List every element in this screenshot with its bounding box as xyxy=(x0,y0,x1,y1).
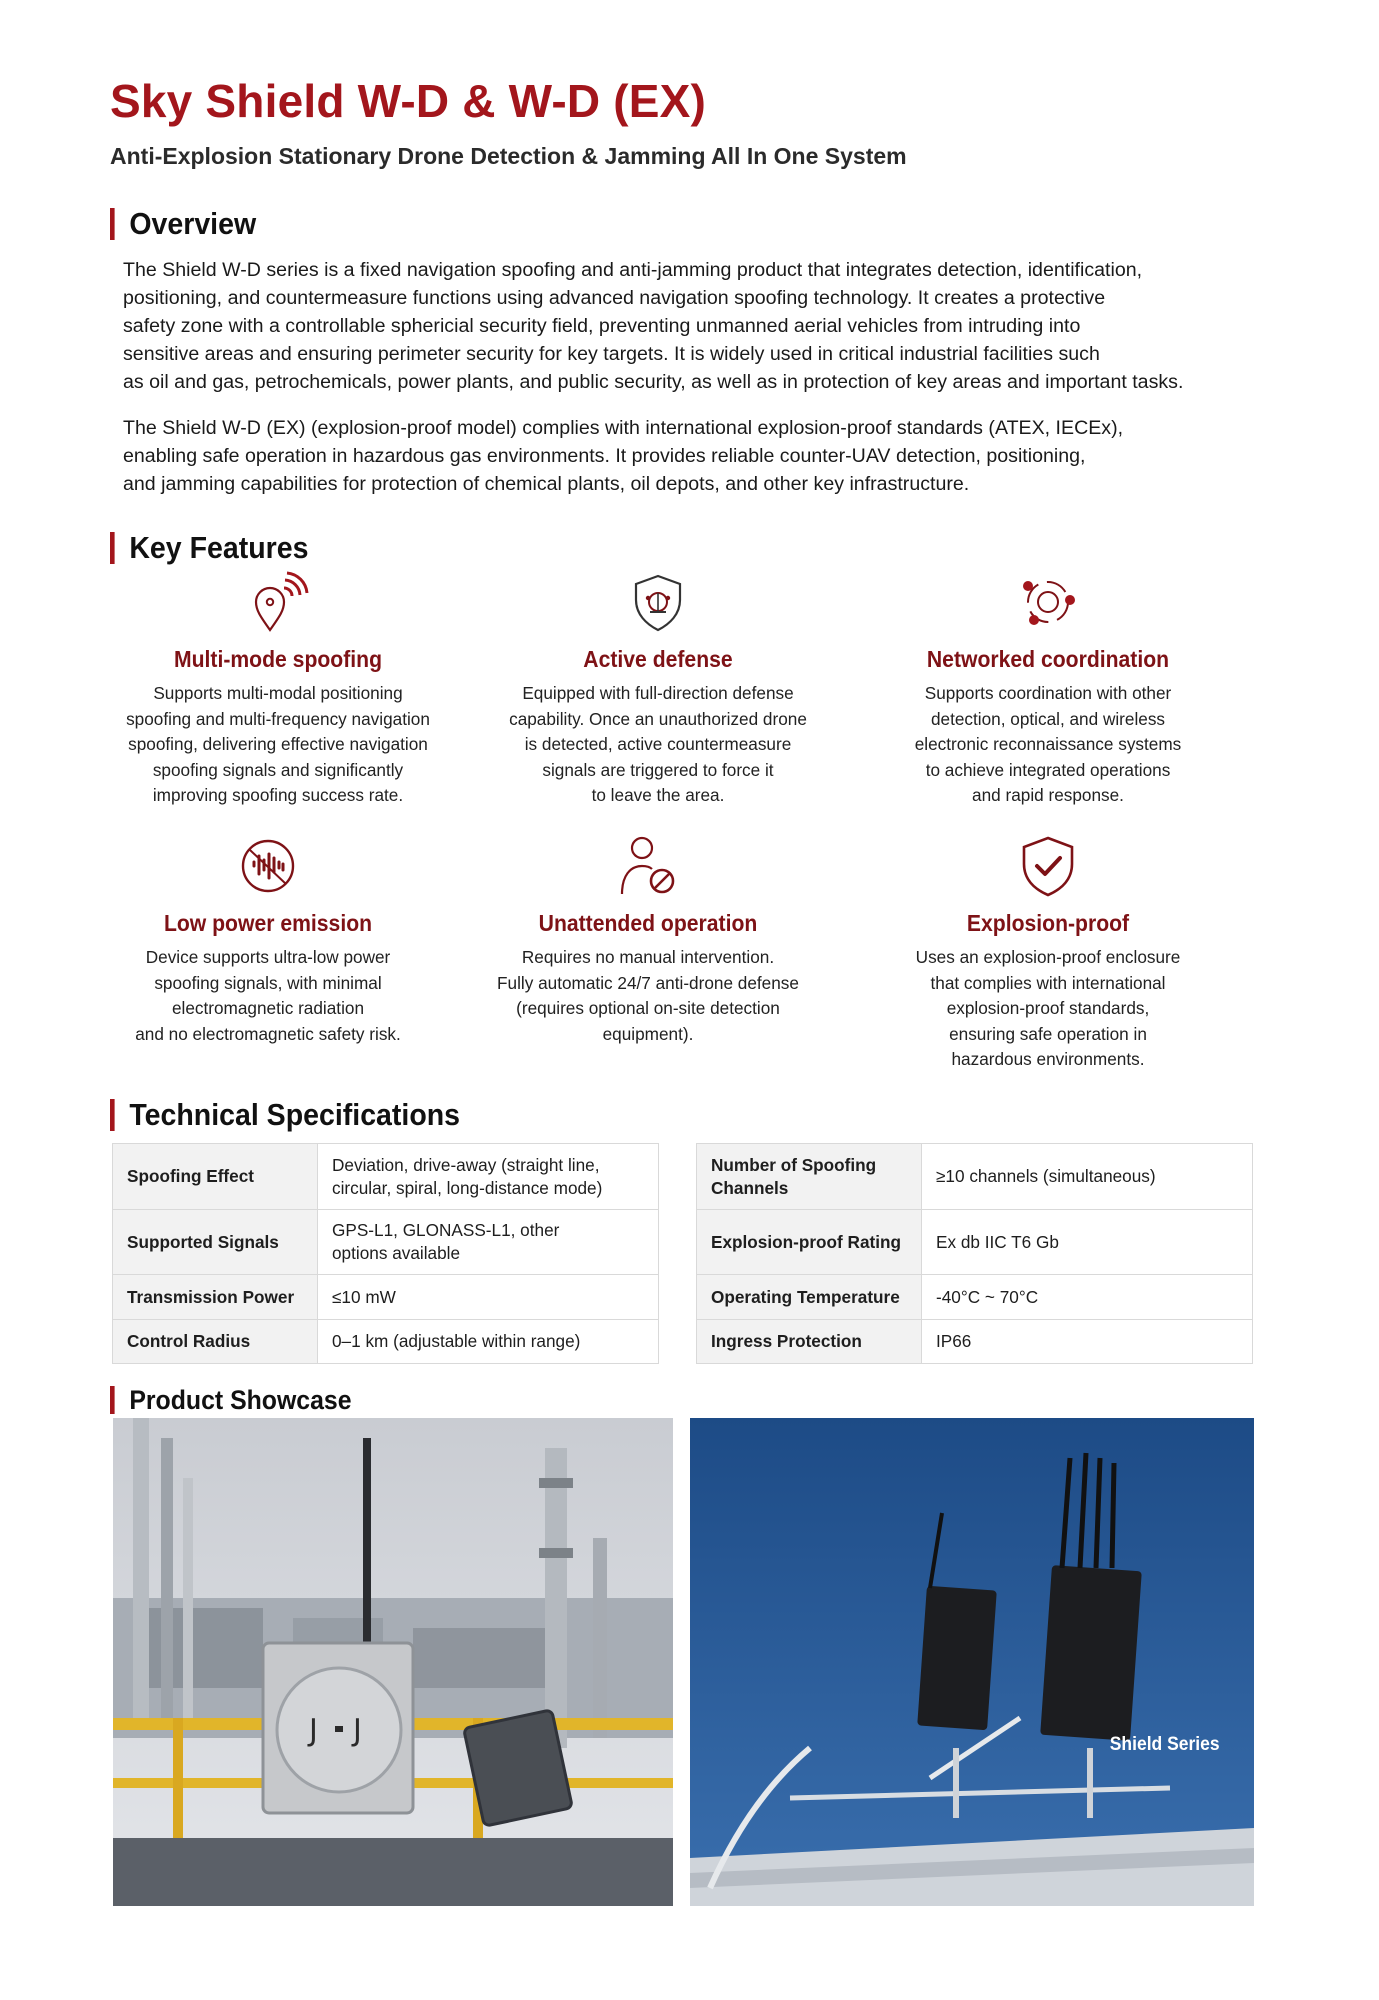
text-line: electronic reconnaissance systems xyxy=(914,734,1182,754)
spec-table-left xyxy=(112,1143,659,1364)
text-line: enabling safe operation in hazardous gas environments. It provides reliable counter-UAV detection, positioning, xyxy=(123,445,1086,467)
spec-value xyxy=(318,1210,659,1275)
spec-value: ≤10 mW xyxy=(318,1275,659,1320)
text-line: that complies with international xyxy=(930,972,1166,993)
text-line: sensitive areas and ensuring perimeter security for key targets. It is widely used in critical industrial facilities such xyxy=(123,343,1100,365)
text-line: safety zone with a controllable sphericial security field, preventing unmanned aerial vehicles from intruding into xyxy=(123,315,1081,337)
text-line: ensuring safe operation in xyxy=(949,1023,1147,1044)
text-line: spoofing signals and significantly xyxy=(152,759,404,780)
text-line: spoofing and multi-frequency navigation xyxy=(126,708,430,729)
spec-label: Explosion-proof Rating xyxy=(697,1210,922,1275)
shield-check-icon xyxy=(1016,834,1080,898)
spec-label: Operating Temperature xyxy=(697,1275,922,1320)
spec-label: Control Radius xyxy=(113,1320,318,1364)
text-line: Fully automatic 24/7 anti-drone defense xyxy=(497,972,799,993)
feature-title: Networked coordination xyxy=(926,646,1170,672)
text-line: signals are triggered to force it xyxy=(542,759,774,780)
unattended-person-icon xyxy=(616,834,680,898)
overview-paragraph-2 xyxy=(123,414,1263,498)
technical-specifications-heading: Technical Specifications xyxy=(110,1099,460,1131)
spec-label: Ingress Protection xyxy=(697,1320,922,1364)
photo-caption: Shield Series xyxy=(1109,1734,1220,1755)
feature-unattended-operation xyxy=(468,834,828,1047)
svg-text:J: J xyxy=(353,1713,362,1748)
text-line: spoofing, delivering effective navigation xyxy=(128,734,428,754)
feature-multi-mode-spoofing xyxy=(98,570,458,809)
network-nodes-icon xyxy=(1016,570,1080,634)
text-line: Equipped with full-direction defense xyxy=(522,683,794,703)
text-line: explosion-proof standards, xyxy=(946,998,1150,1018)
feature-explosion-proof xyxy=(868,834,1228,1073)
overview-heading: Overview xyxy=(110,208,256,240)
text-line: The Shield W-D (EX) (explosion-proof model) complies with international explosion-proof standards (ATEX, IECEx), xyxy=(123,417,1124,439)
text-line: improving spoofing success rate. xyxy=(152,785,404,805)
feature-title: Multi-mode spoofing xyxy=(173,646,383,672)
text-line: and jamming capabilities for protection of chemical plants, oil depots, and other key infrastructure. xyxy=(123,473,970,495)
text-line: The Shield W-D series is a fixed navigation spoofing and anti-jamming product that integrates detection, identification, xyxy=(123,259,1143,281)
svg-text:J: J xyxy=(309,1713,318,1748)
text-line: spoofing signals, with minimal xyxy=(154,972,382,993)
shield-defense-icon xyxy=(626,570,690,634)
feature-low-power-emission xyxy=(88,834,448,1047)
text-line: and no electromagnetic safety risk. xyxy=(135,1023,401,1044)
text-line: (requires optional on-site detection xyxy=(516,998,780,1018)
text-line: Requires no manual intervention. xyxy=(521,947,775,967)
text-line: Supports coordination with other xyxy=(924,683,1172,703)
text-line: detection, optical, and wireless xyxy=(930,708,1166,729)
page-subtitle: Anti-Explosion Stationary Drone Detection & Jamming All In One System xyxy=(110,143,907,169)
feature-description xyxy=(468,945,828,1047)
low-power-wave-icon xyxy=(236,834,300,898)
feature-active-defense xyxy=(478,570,838,809)
feature-description xyxy=(868,945,1228,1073)
overview-paragraph-1 xyxy=(123,256,1263,396)
spec-table-right xyxy=(696,1143,1253,1364)
spec-label: Spoofing Effect xyxy=(113,1144,318,1210)
text-line: Channels xyxy=(711,1177,789,1198)
text-line: positioning, and countermeasure functions using advanced navigation spoofing technology. It creates a protective xyxy=(123,287,1106,309)
industrial-site-image xyxy=(113,1418,673,1906)
key-features-heading: Key Features xyxy=(110,532,308,564)
spec-value xyxy=(318,1144,659,1210)
spec-value: 0–1 km (adjustable within range) xyxy=(318,1320,659,1364)
product-showcase-heading: Product Showcase xyxy=(110,1386,352,1414)
product-photo-rooftop xyxy=(690,1418,1254,1906)
text-line: electromagnetic radiation xyxy=(171,998,365,1018)
text-line: to achieve integrated operations xyxy=(925,759,1171,780)
page-title: Sky Shield W-D & W-D (EX) xyxy=(110,75,707,127)
rooftop-devices-image xyxy=(690,1418,1254,1906)
table-row xyxy=(113,1144,659,1210)
table-row xyxy=(697,1144,1253,1210)
text-line: hazardous environments. xyxy=(951,1049,1145,1069)
text-line: options available xyxy=(332,1243,461,1263)
spec-label: Transmission Power xyxy=(113,1275,318,1320)
feature-description xyxy=(478,681,838,809)
table-row xyxy=(113,1320,659,1364)
text-line: as oil and gas, petrochemicals, power plants, and public security, as well as in protection of key areas and important tasks. xyxy=(123,371,1184,393)
feature-description xyxy=(88,945,448,1047)
spec-label: Supported Signals xyxy=(113,1210,318,1275)
text-line: Supports multi-modal positioning xyxy=(153,683,403,703)
table-row xyxy=(113,1275,659,1320)
feature-title: Active defense xyxy=(583,646,733,672)
text-line: Uses an explosion-proof enclosure xyxy=(915,947,1181,967)
table-row xyxy=(697,1320,1253,1364)
feature-description xyxy=(868,681,1228,809)
text-line: is detected, active countermeasure xyxy=(524,734,792,754)
spec-value: -40°C ~ 70°C xyxy=(922,1275,1253,1320)
text-line: Device supports ultra-low power xyxy=(145,947,391,967)
feature-title: Low power emission xyxy=(163,910,373,936)
text-line: Deviation, drive-away (straight line, xyxy=(332,1154,600,1175)
product-photo-industrial xyxy=(113,1418,673,1906)
text-line: and rapid response. xyxy=(972,785,1124,805)
location-signal-icon xyxy=(246,570,310,634)
text-line: to leave the area. xyxy=(591,785,725,805)
spec-value: Ex db IIC T6 Gb xyxy=(922,1210,1253,1275)
spec-value: ≥10 channels (simultaneous) xyxy=(922,1144,1253,1210)
text-line: Number of Spoofing xyxy=(711,1154,877,1175)
feature-description xyxy=(98,681,458,809)
feature-title: Explosion-proof xyxy=(966,910,1130,936)
feature-title: Unattended operation xyxy=(538,910,758,936)
table-row xyxy=(697,1275,1253,1320)
text-line: GPS-L1, GLONASS-L1, other xyxy=(332,1220,560,1240)
table-row xyxy=(697,1210,1253,1275)
text-line: capability. Once an unauthorized drone xyxy=(509,708,807,729)
text-line: equipment). xyxy=(602,1023,694,1044)
spec-label xyxy=(697,1144,922,1210)
text-line: circular, spiral, long-distance mode) xyxy=(332,1177,603,1198)
spec-value: IP66 xyxy=(922,1320,1253,1364)
feature-networked-coordination xyxy=(868,570,1228,809)
table-row xyxy=(113,1210,659,1275)
